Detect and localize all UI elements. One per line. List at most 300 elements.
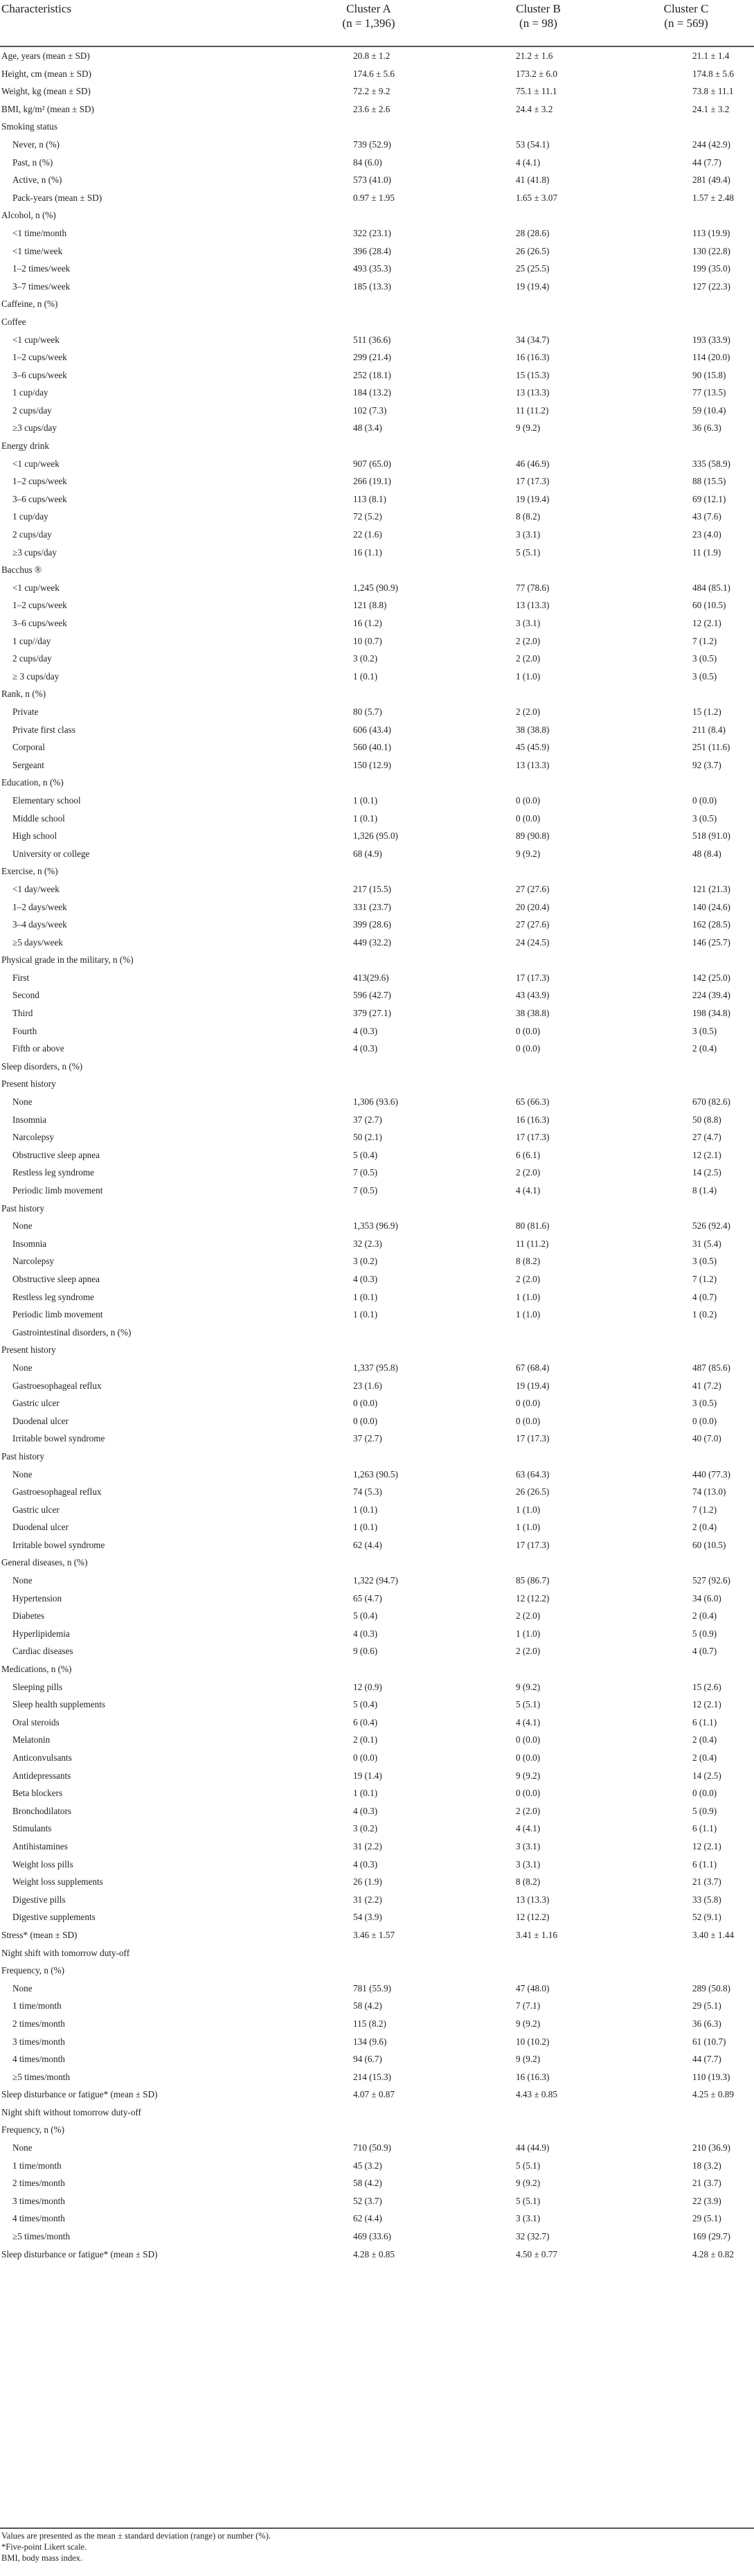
cell-cluster-b: 1.65 ± 3.07 (516, 192, 557, 203)
cell-cluster-c: 2 (0.4) (692, 1752, 717, 1763)
row-label: Frequency, n (%) (1, 2124, 65, 2135)
row-label: Gastric ulcer (12, 1398, 60, 1409)
cell-cluster-c: 22 (3.9) (692, 2195, 721, 2206)
table-row (0, 1412, 754, 1430)
row-label: 3 times/month (12, 2036, 65, 2047)
row-label: Corporal (12, 742, 45, 753)
header-cluster-a-n: (n = 1,396) (342, 17, 395, 30)
cell-cluster-a: 31 (2.2) (353, 1840, 382, 1851)
cell-cluster-c: 12 (2.1) (692, 1699, 721, 1710)
table-row (0, 1944, 754, 1962)
cell-cluster-c: 60 (10.5) (692, 600, 726, 611)
cell-cluster-c: 12 (2.1) (692, 618, 721, 628)
cell-cluster-b: 44 (44.9) (516, 2142, 550, 2153)
cell-cluster-a: 48 (3.4) (353, 423, 382, 434)
row-label: Digestive supplements (12, 1912, 96, 1923)
row-label: Pack-years (mean ± SD) (12, 192, 102, 203)
table-row (0, 845, 754, 863)
row-label: Obstructive sleep apnea (12, 1149, 100, 1160)
cell-cluster-b: 16 (16.3) (516, 1114, 550, 1125)
cell-cluster-b: 3 (3.1) (516, 2213, 541, 2224)
cell-cluster-b: 7 (7.1) (516, 2000, 541, 2011)
cell-cluster-b: 15 (15.3) (516, 369, 550, 380)
row-label: Stimulants (12, 1823, 52, 1834)
row-label: Restless leg syndrome (12, 1291, 94, 1302)
table-row (0, 703, 754, 721)
cell-cluster-b: 13 (13.3) (516, 759, 550, 770)
table-row (0, 951, 754, 969)
cell-cluster-b: 0 (0.0) (516, 794, 541, 806)
cell-cluster-c: 198 (34.8) (692, 1008, 730, 1019)
row-label: Middle school (12, 812, 65, 824)
cell-cluster-a: 0 (0.0) (353, 1398, 378, 1409)
cell-cluster-a: 4 (0.3) (353, 1805, 378, 1816)
table-row (0, 2068, 754, 2086)
cell-cluster-c: 0 (0.0) (692, 794, 717, 806)
cell-cluster-b: 21.2 ± 1.6 (516, 51, 553, 61)
row-label: Physical grade in the military, n (%) (1, 954, 134, 966)
cell-cluster-a: 573 (41.0) (353, 175, 391, 186)
cell-cluster-b: 47 (48.0) (516, 1982, 550, 1993)
row-label: Exercise, n (%) (1, 866, 58, 877)
cell-cluster-b: 0 (0.0) (516, 1043, 541, 1054)
cell-cluster-c: 110 (19.3) (692, 2071, 730, 2082)
cell-cluster-b: 17 (17.3) (516, 972, 550, 983)
cell-cluster-c: 14 (2.5) (692, 1167, 721, 1178)
row-label: Elementary school (12, 794, 81, 806)
cell-cluster-b: 11 (11.2) (516, 405, 549, 416)
cell-cluster-a: 469 (33.6) (353, 2231, 391, 2242)
row-label: ≥3 cups/day (12, 547, 57, 558)
cell-cluster-c: 73.8 ± 11.1 (692, 86, 734, 97)
table-row (0, 614, 754, 632)
table-row (0, 668, 754, 686)
cell-cluster-c: 90 (15.8) (692, 369, 726, 380)
cell-cluster-c: 88 (15.5) (692, 476, 726, 487)
cell-cluster-c: 61 (10.7) (692, 2036, 726, 2047)
cell-cluster-b: 16 (16.3) (516, 352, 550, 363)
table-row (0, 827, 754, 845)
table-row (0, 242, 754, 260)
cell-cluster-c: 24.1 ± 3.2 (692, 103, 730, 114)
row-label: Night shift without tomorrow duty-off (1, 2106, 141, 2117)
row-label: ≥5 days/week (12, 936, 63, 948)
cell-cluster-a: 115 (8.2) (353, 2018, 386, 2029)
cell-cluster-a: 3.46 ± 1.57 (353, 1929, 395, 1940)
cell-cluster-b: 3 (3.1) (516, 618, 541, 628)
cell-cluster-c: 5 (0.9) (692, 1628, 717, 1639)
row-label: 1 cup//day (12, 635, 51, 646)
row-label: Never, n (%) (12, 139, 60, 150)
table-row (0, 2015, 754, 2033)
cell-cluster-b: 4 (4.1) (516, 1716, 541, 1727)
cell-cluster-c: 33 (5.8) (692, 1894, 721, 1905)
table-header (0, 0, 754, 47)
cell-cluster-b: 43 (43.9) (516, 990, 550, 1001)
row-label: ≥3 cups/day (12, 423, 57, 434)
table-row (0, 1518, 754, 1536)
cell-cluster-a: 72.2 ± 9.2 (353, 86, 391, 97)
table-row (0, 1572, 754, 1590)
cell-cluster-b: 1 (1.0) (516, 1504, 541, 1515)
cell-cluster-b: 67 (68.4) (516, 1362, 550, 1373)
row-label: Present history (1, 1344, 56, 1356)
cell-cluster-a: 19 (1.4) (353, 1770, 382, 1781)
cell-cluster-a: 7 (0.5) (353, 1185, 378, 1196)
table-row (0, 295, 754, 313)
cell-cluster-b: 8 (8.2) (516, 511, 541, 522)
table-row (0, 490, 754, 508)
row-label: 1 time/month (12, 2000, 62, 2011)
cell-cluster-c: 2 (0.4) (692, 1610, 717, 1622)
row-label: <1 cup/week (12, 334, 60, 345)
cell-cluster-a: 174.6 ± 5.6 (353, 68, 395, 79)
table-row (0, 986, 754, 1004)
cell-cluster-c: 21 (3.7) (692, 2178, 721, 2189)
table-row (0, 1891, 754, 1909)
cell-cluster-b: 3 (3.1) (516, 1840, 541, 1851)
cell-cluster-c: 199 (35.0) (692, 263, 730, 274)
cell-cluster-b: 8 (8.2) (516, 1256, 541, 1267)
cell-cluster-c: 3 (0.5) (692, 1025, 717, 1036)
table-row (0, 313, 754, 331)
table-row (0, 1642, 754, 1660)
table-row (0, 189, 754, 207)
table-row (0, 1341, 754, 1359)
cell-cluster-a: 58 (4.2) (353, 2000, 382, 2011)
cell-cluster-a: 413(29.6) (353, 972, 389, 983)
cell-cluster-c: 2 (0.4) (692, 1522, 717, 1533)
table-row (0, 1128, 754, 1146)
cell-cluster-c: 7 (1.2) (692, 635, 717, 646)
cell-cluster-b: 0 (0.0) (516, 1398, 541, 1409)
table-row (0, 2157, 754, 2175)
table-row (0, 2086, 754, 2104)
cell-cluster-a: 121 (8.8) (353, 600, 387, 611)
row-label: Present history (1, 1078, 56, 1090)
cell-cluster-c: 4 (0.7) (692, 1291, 717, 1302)
cell-cluster-b: 28 (28.6) (516, 227, 550, 238)
table-row (0, 2104, 754, 2122)
cell-cluster-b: 1 (1.0) (516, 1628, 541, 1639)
cell-cluster-c: 121 (21.3) (692, 883, 730, 894)
cell-cluster-a: 710 (50.9) (353, 2142, 391, 2153)
cell-cluster-a: 4.28 ± 0.85 (353, 2248, 395, 2259)
cell-cluster-c: 21.1 ± 1.4 (692, 51, 730, 61)
table-row (0, 1767, 754, 1785)
cell-cluster-a: 781 (55.9) (353, 1982, 391, 1993)
cell-cluster-b: 4.50 ± 0.77 (516, 2248, 557, 2259)
row-label: Stress* (mean ± SD) (1, 1929, 78, 1940)
table-row (0, 1324, 754, 1342)
cell-cluster-c: 7 (1.2) (692, 1504, 717, 1515)
cell-cluster-b: 24.4 ± 3.2 (516, 103, 553, 114)
cell-cluster-b: 27 (27.6) (516, 883, 550, 894)
cell-cluster-c: 281 (49.4) (692, 175, 730, 186)
cell-cluster-c: 1 (0.2) (692, 1309, 717, 1320)
table-row (0, 136, 754, 154)
table-row (0, 1288, 754, 1306)
cell-cluster-a: 739 (52.9) (353, 139, 391, 150)
cell-cluster-c: 5 (0.9) (692, 1805, 717, 1816)
row-label: Caffeine, n (%) (1, 299, 58, 310)
row-label: Smoking status (1, 121, 57, 132)
row-label: ≥ 3 cups/day (12, 670, 60, 682)
cell-cluster-c: 69 (12.1) (692, 493, 726, 504)
cell-cluster-b: 2 (2.0) (516, 1167, 541, 1178)
table-row (0, 2139, 754, 2157)
table-row (0, 1022, 754, 1040)
table-row (0, 561, 754, 579)
cell-cluster-b: 3 (3.1) (516, 1858, 541, 1869)
cell-cluster-a: 299 (21.4) (353, 352, 391, 363)
cell-cluster-b: 9 (9.2) (516, 423, 541, 434)
table-row (0, 721, 754, 739)
row-label: Past, n (%) (12, 157, 53, 168)
cell-cluster-c: 335 (58.9) (692, 458, 730, 469)
cell-cluster-a: 1 (0.1) (353, 670, 378, 682)
header-cluster-a-name: Cluster A (346, 2, 391, 15)
table-row (0, 1359, 754, 1377)
row-label: 3 times/month (12, 2195, 65, 2206)
row-label: First (12, 972, 30, 983)
row-label: None (12, 1220, 33, 1232)
cell-cluster-a: 4 (0.3) (353, 1628, 378, 1639)
cell-cluster-a: 214 (15.3) (353, 2071, 391, 2082)
cell-cluster-c: 7 (1.2) (692, 1273, 717, 1284)
cell-cluster-c: 484 (85.1) (692, 582, 730, 593)
row-label: 2 cups/day (12, 653, 52, 664)
cell-cluster-c: 169 (29.7) (692, 2231, 730, 2242)
cell-cluster-b: 17 (17.3) (516, 476, 550, 487)
table-row (0, 1590, 754, 1608)
table-row (0, 1235, 754, 1253)
cell-cluster-a: 1 (0.1) (353, 1309, 378, 1320)
cell-cluster-b: 25 (25.5) (516, 263, 550, 274)
table-row (0, 685, 754, 703)
cell-cluster-b: 24 (24.5) (516, 936, 550, 948)
table-row (0, 455, 754, 473)
cell-cluster-c: 487 (85.6) (692, 1362, 730, 1373)
row-label: Weight loss supplements (12, 1876, 103, 1887)
row-label: Periodic limb movement (12, 1309, 103, 1320)
cell-cluster-c: 211 (8.4) (692, 724, 726, 735)
cell-cluster-c: 140 (24.6) (692, 901, 730, 912)
cell-cluster-b: 9 (9.2) (516, 2054, 541, 2065)
row-label: Night shift with tomorrow duty-off (1, 1947, 130, 1958)
table-row (0, 1962, 754, 1980)
row-label: Anticonvulsants (12, 1752, 72, 1763)
table-row (0, 100, 754, 118)
table-row (0, 916, 754, 934)
cell-cluster-b: 11 (11.2) (516, 1238, 549, 1249)
cell-cluster-b: 5 (5.1) (516, 547, 541, 558)
table-row (0, 1980, 754, 1998)
table-row (0, 1856, 754, 1874)
cell-cluster-c: 0 (0.0) (692, 1415, 717, 1426)
row-label: Private (12, 706, 39, 717)
cell-cluster-a: 84 (6.0) (353, 157, 382, 168)
row-label: Age, years (mean ± SD) (1, 51, 90, 61)
cell-cluster-a: 3 (0.2) (353, 653, 378, 664)
cell-cluster-a: 1,326 (95.0) (353, 830, 398, 842)
cell-cluster-b: 17 (17.3) (516, 1433, 550, 1444)
row-label: Rank, n (%) (1, 689, 46, 700)
cell-cluster-a: 184 (13.2) (353, 387, 391, 398)
cell-cluster-c: 3 (0.5) (692, 1256, 717, 1267)
cell-cluster-a: 37 (2.7) (353, 1114, 382, 1125)
table-row (0, 82, 754, 100)
cell-cluster-b: 3 (3.1) (516, 529, 541, 540)
table-row (0, 472, 754, 490)
cell-cluster-c: 146 (25.7) (692, 936, 730, 948)
cell-cluster-a: 4.07 ± 0.87 (353, 2089, 395, 2100)
cell-cluster-a: 396 (28.4) (353, 245, 391, 256)
cell-cluster-a: 102 (7.3) (353, 405, 387, 416)
cell-cluster-a: 37 (2.7) (353, 1433, 382, 1444)
cell-cluster-b: 75.1 ± 11.1 (516, 86, 557, 97)
cell-cluster-c: 193 (33.9) (692, 334, 730, 345)
cell-cluster-b: 13 (13.3) (516, 387, 550, 398)
table-row (0, 880, 754, 898)
cell-cluster-c: 18 (3.2) (692, 2160, 721, 2171)
cell-cluster-b: 9 (9.2) (516, 848, 541, 859)
row-label: Antidepressants (12, 1770, 71, 1781)
table-row (0, 544, 754, 562)
cell-cluster-a: 331 (23.7) (353, 901, 391, 912)
cell-cluster-a: 26 (1.9) (353, 1876, 382, 1887)
row-label: None (12, 1575, 33, 1586)
cell-cluster-a: 54 (3.9) (353, 1912, 382, 1923)
row-label: Beta blockers (12, 1788, 63, 1799)
row-label: Third (12, 1008, 33, 1019)
table-row (0, 1696, 754, 1714)
cell-cluster-b: 17 (17.3) (516, 1539, 550, 1550)
cell-cluster-b: 1 (1.0) (516, 670, 541, 682)
cell-cluster-b: 5 (5.1) (516, 2160, 541, 2171)
cell-cluster-c: 14 (2.5) (692, 1770, 721, 1781)
row-label: <1 time/month (12, 227, 67, 238)
table-row (0, 862, 754, 880)
cell-cluster-a: 1,353 (96.9) (353, 1220, 398, 1232)
table-row (0, 1430, 754, 1448)
cell-cluster-a: 16 (1.1) (353, 547, 382, 558)
cell-cluster-a: 10 (0.7) (353, 635, 382, 646)
row-label: 1–2 times/week (12, 263, 71, 274)
row-label: 2 times/month (12, 2018, 65, 2029)
cell-cluster-b: 9 (9.2) (516, 1770, 541, 1781)
row-label: 3–7 times/week (12, 281, 71, 292)
cell-cluster-b: 32 (32.7) (516, 2231, 550, 2242)
cell-cluster-a: 266 (19.1) (353, 476, 391, 487)
cell-cluster-b: 45 (45.9) (516, 742, 550, 753)
cell-cluster-b: 3.41 ± 1.16 (516, 1929, 557, 1940)
cell-cluster-a: 1,263 (90.5) (353, 1468, 398, 1480)
row-label: 3–6 cups/week (12, 493, 67, 504)
cell-cluster-c: 15 (1.2) (692, 706, 721, 717)
row-label: General diseases, n (%) (1, 1557, 88, 1568)
cell-cluster-c: 526 (92.4) (692, 1220, 730, 1232)
cell-cluster-b: 173.2 ± 6.0 (516, 68, 557, 79)
cell-cluster-c: 162 (28.5) (692, 919, 730, 930)
cell-cluster-b: 20 (20.4) (516, 901, 550, 912)
cell-cluster-a: 62 (4.4) (353, 1539, 382, 1550)
cell-cluster-b: 2 (2.0) (516, 1610, 541, 1622)
table-row (0, 1926, 754, 1944)
table-row (0, 2228, 754, 2246)
cell-cluster-a: 22 (1.6) (353, 529, 382, 540)
cell-cluster-b: 0 (0.0) (516, 1025, 541, 1036)
cell-cluster-a: 449 (32.2) (353, 936, 391, 948)
row-label: Fourth (12, 1025, 37, 1036)
cell-cluster-b: 0 (0.0) (516, 1415, 541, 1426)
table-row (0, 331, 754, 349)
cell-cluster-b: 19 (19.4) (516, 281, 550, 292)
table-row (0, 1625, 754, 1643)
cell-cluster-c: 21 (3.7) (692, 1876, 721, 1887)
cell-cluster-c: 48 (8.4) (692, 848, 721, 859)
row-label: Weight loss pills (12, 1858, 73, 1869)
table-row (0, 1483, 754, 1501)
table-row (0, 171, 754, 189)
cell-cluster-b: 9 (9.2) (516, 2178, 541, 2189)
cell-cluster-a: 907 (65.0) (353, 458, 391, 469)
table-row (0, 1997, 754, 2015)
row-label: Oral steroids (12, 1716, 60, 1727)
cell-cluster-c: 44 (7.7) (692, 157, 721, 168)
table-row (0, 1448, 754, 1466)
row-label: Private first class (12, 724, 75, 735)
row-label: Active, n (%) (12, 175, 62, 186)
cell-cluster-c: 27 (4.7) (692, 1132, 721, 1143)
cell-cluster-c: 127 (22.3) (692, 281, 730, 292)
row-label: Diabetes (12, 1610, 45, 1622)
table-row (0, 384, 754, 402)
row-label: Height, cm (mean ± SD) (1, 68, 91, 79)
cell-cluster-a: 379 (27.1) (353, 1008, 391, 1019)
cell-cluster-b: 4.43 ± 0.85 (516, 2089, 557, 2100)
cell-cluster-c: 60 (10.5) (692, 1539, 726, 1550)
footnote-bmi: BMI, body mass index. (1, 2553, 83, 2563)
table-row (0, 2121, 754, 2139)
cell-cluster-b: 34 (34.7) (516, 334, 550, 345)
table-row (0, 756, 754, 774)
cell-cluster-c: 113 (19.9) (692, 227, 730, 238)
table-row (0, 118, 754, 136)
row-label: Sleep disorders, n (%) (1, 1060, 83, 1072)
table-row (0, 1075, 754, 1093)
row-label: Second (12, 990, 39, 1001)
row-label: University or college (12, 848, 90, 859)
cell-cluster-a: 80 (5.7) (353, 706, 382, 717)
cell-cluster-c: 4.25 ± 0.89 (692, 2089, 734, 2100)
row-label: 1 cup/day (12, 511, 48, 522)
row-label: Antihistamines (12, 1840, 68, 1851)
cell-cluster-b: 46 (46.9) (516, 458, 550, 469)
cell-cluster-b: 89 (90.8) (516, 830, 550, 842)
cell-cluster-a: 20.8 ± 1.2 (353, 51, 391, 61)
footnote-likert: *Five-point Likert scale. (1, 2542, 87, 2552)
cell-cluster-c: 174.8 ± 5.6 (692, 68, 734, 79)
table-row (0, 1554, 754, 1572)
header-characteristics: Characteristics (1, 2, 72, 15)
cell-cluster-a: 185 (13.3) (353, 281, 391, 292)
row-label: 1 time/month (12, 2160, 62, 2171)
table-row (0, 2246, 754, 2264)
table-row (0, 934, 754, 952)
row-label: 4 times/month (12, 2213, 65, 2224)
table-row (0, 1111, 754, 1129)
